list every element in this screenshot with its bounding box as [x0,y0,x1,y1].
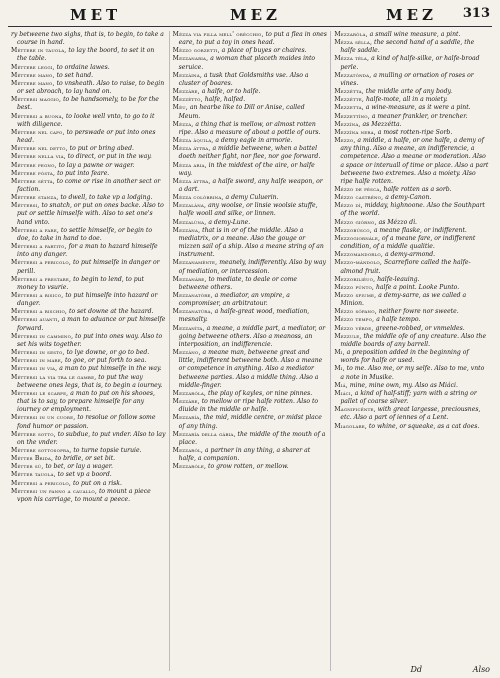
definition: a kind of half-stiff; yarn with a string or pallet of coarse silver. [340,389,477,406]
headword: Mi, [334,349,345,357]
dictionary-entry [334,349,489,365]
headword: Méttere sotto, [11,430,56,438]
headword: Mezzalána, [172,202,207,210]
dictionary-entry [334,88,489,96]
definition: to put the way betweene ones legs, that is, to begin a iourney. [17,373,163,389]
headword: Méttere pósta, [11,169,56,177]
definition: to whine, or squeake, as a cat does. [368,422,480,430]
dictionary-entry [173,178,328,194]
definition: a demy-Canon. [385,194,432,202]
definition: a mulling or ornation of roses or vines. [340,71,474,87]
headword: Méttere nel detto, [11,145,68,153]
dictionary-entry [334,333,489,349]
definition: to bet, or lay a wager. [45,463,113,471]
headword: Mezzína nera, [334,128,376,136]
headword: Mézza, [172,120,194,128]
dictionary-entry [11,202,166,226]
dictionary-entry [11,333,166,349]
definition: that is in or of the middle. Also a mediatrix, or a meane. Also the gouge or mizzen sail of a ship. Also a meane string of an instrument. [178,226,324,259]
definition: to turne topsie turuie. [73,446,142,454]
headword: Mezzaróle, [172,463,207,471]
definition: to vnsheath. Also to raise, to begin or set abroach, to lay hand on. [17,79,165,96]
page-footer [8,664,492,674]
dictionary-entry [11,96,166,112]
dictionary-entry [334,292,489,308]
definition: greene-robbed, or vnmeldes. [375,324,465,332]
definition: to bridle, or set bit. [55,455,116,463]
dictionary-entry [173,104,328,120]
dictionary-entry [334,365,489,381]
definition: a thing that is mellow, or almost rotten ripe. Also a measure of about a pottle of ours. [178,120,321,136]
definition: to set hand. [56,71,94,79]
page-number: 313 [462,6,490,21]
dictionary-entry [11,455,166,463]
headword: Mezzaróla, [172,389,207,397]
dictionary-entry [334,251,489,259]
definition: a middle betweene, when a battel doeth neither fight, nor flee, nor goe forward. [178,145,321,161]
definition: to mount a piece vpon his carriage, to mount a peece. [17,487,151,503]
definition: Scarrefiore called the halfe-almond fruit. [340,259,471,275]
headword: Mezzalúna, [172,218,207,226]
definition: a halfe sword, any halfe weapon, or a dart. [178,177,323,193]
dictionary-entry [173,276,328,292]
definition: a meane man, betweene great and little, indifferent betweene both. Also a meane or competence in anything. Also a mediator betweene parties. Also a middle thing. Also a middle-finger. [178,349,323,389]
dictionary-entry [334,39,489,55]
dictionary-entry [173,121,328,137]
headword: Mezzína, [334,120,361,128]
definition: a most rotten-ripe Sorb. [377,128,453,136]
headword: Mézza áttra, [172,177,211,185]
dictionary-entry [334,194,489,202]
dictionary-entry [334,186,489,194]
headword: Méttere sétta, [11,177,55,185]
headword: Méttere nella via, [11,153,66,161]
dictionary-entry [173,194,328,202]
dictionary-entry [173,398,328,414]
headword: Méttere in tauola, [11,47,67,55]
headword: Méttersi in cammino, [11,332,74,340]
dictionary-entry [173,88,328,96]
headword: Mezzétto, [172,96,203,104]
dictionary-entry [11,390,166,414]
definition: any woolse, or linsie woolsie stuffe, halfe wooll and silke, or linnen. [178,202,318,218]
definition: to lay a pawne or wager. [58,161,135,169]
definition: a demy Culuerin. [225,194,279,202]
definition: to put into feare. [57,169,110,177]
dictionary-entry [11,349,166,357]
headword: Mézza sélla, [334,39,373,47]
dictionary-entry [173,145,328,161]
definition: as Mezzétta. [362,120,402,128]
definition: a man to put himselfe in the way. [59,365,162,373]
headword: Mezzaról, [172,446,203,454]
headword: Méttere nel capo, [11,128,65,136]
headword: Mezzanatóre, [172,292,213,299]
column-1 [8,31,170,671]
headword: Mézza áttra, [172,145,211,153]
headword: Méttersi maggio, [11,96,62,104]
definition: a kind of halfe-silke, or halfe-broad perle. [340,55,480,71]
headword: Mezzaróla, [334,31,368,38]
definition: a meane, a middle part, a mediator, or going betweene others. Also a meanoss, an interposition, an indifferencie. [178,324,326,348]
dictionary-entry [11,170,166,178]
headword: Mezzáina, [172,71,202,79]
dictionary-entry [173,47,328,55]
dictionary-entry [334,382,489,390]
definition: halfe-leauing. [377,275,420,283]
dictionary-entry [11,153,166,161]
definition: to come or rise in another sect or faction. [17,177,161,193]
dictionary-entry [11,31,166,47]
dictionary-entry [334,55,489,71]
headword: Mezzobúsco, [334,226,372,234]
headword: Méttersi in mare, [11,357,64,365]
dictionary-entry [334,219,489,227]
dictionary-entry [173,137,328,145]
headword: Méttersi a buona, [11,112,64,120]
headword: Mezzétta, [334,88,364,96]
columns [8,31,492,671]
definition: the middle arte of any body. [365,88,453,96]
dictionary-entry [11,129,166,145]
dictionary-entry [334,390,489,406]
headword: Méttere sottosopra, [11,446,72,454]
catchword: Also [472,665,490,674]
headword: Mezzétte, [334,96,365,104]
dictionary-entry [11,488,166,504]
definition: to set downe at the hazard. [69,308,154,316]
headword: Mézzo giórno, [334,218,377,226]
headword: Mezzaría della gábia, [172,430,236,438]
headword: Mézza àquila, [172,137,214,145]
headword: Mezzanaménte, [172,259,218,267]
header-right-word: MEZ [386,6,437,24]
definition: a wine-measure, as it were a pint. [365,104,471,112]
definition: the middle of the mouth of a place. [178,430,326,446]
dictionary-entry [11,374,166,390]
headword: Méttersi a partito, [11,243,67,251]
definition: midday, highnoone. Also the Southpart of the world. [340,202,485,218]
signature-mark: Dd [410,665,422,674]
headword: Mezzo-mándolo, [334,259,383,267]
headword: Mezzo sfiume, [334,292,377,299]
dictionary-entry [173,349,328,390]
headword: Mézzo dì, [334,202,363,210]
definition: a place of buyes or chaires. [221,47,307,55]
dictionary-entry [11,80,166,96]
dictionary-entry [173,31,328,47]
headword: Méttere stanza, [11,194,59,202]
definition: halfe a point. Looke Punto. [376,283,460,291]
dictionary-entry [11,414,166,430]
dictionary-entry [11,480,166,488]
dictionary-entry [11,365,166,373]
definition: to grow rotten, or mellow. [208,463,289,471]
dictionary-entry [173,162,328,178]
definition: a mediator, an vmpire, a compromiser, an arbitratour. [178,292,290,308]
definition: as Mézzo dì. [378,218,417,226]
dictionary-entry [334,202,489,218]
dictionary-entry [334,259,489,275]
dictionary-entry [11,72,166,80]
headword: Mezzetta, [334,104,364,112]
dictionary-entry [173,96,328,104]
headword: Mezzogiornále, [334,234,381,242]
dictionary-entry [173,308,328,324]
definition: to lay the boord, to set it on the table. [17,47,155,63]
header-middle-word: MEZ [230,6,281,24]
headword: Méttersi le scarpe, [11,389,69,397]
headword: Métter Brida, [11,455,54,463]
definition: the mid, middle centre, or midst place of any thing. [178,414,322,430]
headword: Méttere leggi, [11,63,55,71]
definition: to goe, or put forth to sea. [64,357,147,365]
headword: Mézzo castréno, [334,194,384,202]
dictionary-entry [334,121,489,129]
definition: a meane flaske, or indifferent. [373,226,467,234]
column-2 [170,31,332,671]
definition: halfe, halfed. [204,96,246,104]
dictionary-entry [11,259,166,275]
dictionary-entry [334,31,489,39]
definition: a demy eagle in armorie. [215,137,293,145]
dictionary-entry [334,308,489,316]
definition: a preposition added in the beginning of words for halfe or used. [340,349,469,365]
dictionary-entry [11,431,166,447]
definition: a demy-sarre, as we called a Minion. [340,292,467,308]
definition: to mediate, to deale or come betweene others. [178,275,298,291]
headword: Magnificênte, [334,406,376,414]
dictionary-entry [334,137,489,186]
definition: meanely, indifferently. Also by way of mediation, or intercession. [178,259,326,275]
definition: mine, mine own, my. Also as Miáci. [349,381,458,389]
headword: Mezzáno, [172,349,201,357]
definition: with great largesse, preciousnes, etc. Also a part of iennes of a Lent. [340,406,481,422]
dictionary-entry [173,292,328,308]
dictionary-entry [11,178,166,194]
dictionary-entry [11,227,166,243]
dictionary-entry [334,129,489,137]
definition: a demy-armond. [384,251,436,259]
dictionary-entry [11,162,166,170]
dictionary-entry [11,243,166,259]
definition: a meaner frankler, or trencher. [371,112,468,120]
headword: Miá, [334,381,348,389]
dictionary-entry [334,276,489,284]
headword: Méttere pegno, [11,161,57,169]
dictionary-entry [173,390,328,398]
definition: to put into ones way. Also to set his wits together. [17,332,163,348]
definition: a halfe, or to halfe. [201,88,261,96]
definition: ry betweene two sighs, that is, to begin, to take a course in hand. [11,31,164,47]
headword: Mezzáre, [172,88,200,96]
dictionary-entry [11,308,166,316]
headword: Méttersi a pericolo, [11,259,71,267]
definition: to set vp a boord. [57,471,112,479]
dictionary-entry [11,471,166,479]
dictionary-entry [173,414,328,430]
definition: to ordaine lawes. [56,63,110,71]
definition: to subdue, to put vnder. Also to lay on the vnder. [17,430,166,446]
definition: neither fowre nor sweete. [378,308,459,316]
dictionary-entry [173,325,328,349]
headword: Métter tauola, [11,471,56,479]
definition: to lye downe, or go to bed. [66,349,150,357]
header-left-word: MET [70,6,122,24]
dictionary-entry [173,259,328,275]
definition: to resolue or follow some fond humor or passion. [17,414,156,430]
headword: Mezzo, [334,137,356,145]
definition: halfe-mote, all in a moiety. [366,96,448,104]
definition: to put himselfe into hazard or danger. [17,292,158,308]
definition: to me. Also me, or my selfe. Also to me, vnto a note in Musike. [340,365,485,381]
headword: Mézzo gorzetti, [172,47,220,55]
headword: Mezzettíno, [334,112,370,120]
definition: to be handsomely, to be for the best. [17,96,159,112]
headword: Méttere mano, [11,71,55,79]
definition: to snatch, or put on ones backe. Also to put or settle himselfe with. Also to set one's hand vnto. [17,202,164,226]
definition: to direct, or put in the way. [67,153,152,161]
headword: Mi, [334,365,345,373]
definition: a man to aduance or put himselfe forward. [17,316,166,332]
headword: Méttersi in sesto, [11,349,65,357]
definition: to put himselfe in danger or perill. [17,259,160,275]
definition: to dwell, to take vp a lodging. [60,194,153,202]
dictionary-entry [334,316,489,324]
dictionary-entry [173,227,328,260]
definition: to begin to lend, to put money to vsurie. [17,275,145,291]
dictionary-entry [334,96,489,104]
dictionary-entry [11,276,166,292]
dictionary-entry [11,463,166,471]
definition: a partner in any thing, a sharer at halfe, a companion. [178,446,311,463]
headword: Mézzo tempo, [334,316,375,324]
headword: Mezzáre, [172,398,200,406]
headword: Mézzo sópano, [334,308,377,316]
definition: halfe rotten as a sorb. [383,185,452,193]
dictionary-entry [11,47,166,63]
headword: Méttersi in via, [11,365,58,373]
headword: Méttersi a fare, [11,226,59,234]
definition: of a meane fare, or indifferent condition, of a middle qualitie. [340,234,476,251]
definition: to mellow or ripe halfe rotten. Also to diuide in the middle or halfe. [178,398,319,414]
dictionary-entry [11,447,166,455]
dictionary-entry [334,227,489,235]
dictionary-entry [334,104,489,112]
headword: Miáci, [334,389,353,397]
definition: for a man to hazard himselfe into any danger. [17,243,158,259]
headword: Mézzo púnto, [334,283,375,291]
running-header [8,4,492,27]
definition: the play of kayles, or nine pinnes. [208,389,313,397]
headword: Méttersi auanti, [11,316,60,324]
dictionary-entry [11,64,166,72]
headword: Mézzo vérde, [334,324,374,332]
dictionary-entry [334,325,489,333]
definition: to perswade or put into ones head. [17,128,156,145]
headword: Mézza via pilla mell' orécchio, [172,31,264,38]
dictionary-entry [11,113,166,129]
headword: Méttersi la via tra le gambe, [11,373,97,381]
dictionary-entry [11,357,166,365]
headword: Mézza colóbrina, [172,194,224,202]
headword: Mezzanáre, [172,275,207,283]
dictionary-entry [173,72,328,88]
headword: Mézza aria, [172,161,207,169]
headword: Méttersi a prestare, [11,275,72,283]
dictionary-entry [11,316,166,332]
dictionary-entry [334,235,489,251]
definition: a halfe-great wood, mediation, mesnalty. [178,308,310,324]
headword: Méttersi in un cuore, [11,414,76,422]
headword: Mezzaría, [172,414,202,422]
definition: a halfe tempo. [376,316,421,324]
headword: Méu, [172,104,188,112]
headword: Mezzaníta, [172,324,205,332]
definition: to settle himselfe, or begin to doe, to take in hand to doe. [17,226,153,242]
dictionary-entry [334,406,489,422]
definition: a demy-Lune. [208,218,251,226]
headword: Mezzanatúra, [172,308,213,316]
dictionary-entry [173,55,328,71]
definition: a middle, a halfe, or one halfe, a demy of any thing. Also a meane, an indifferencie, a competence. Also a meane or moderation. Also a space or interuall of time or place. Also a part betweene two extremes. Also a moiety. Also ripe halfe rotten. [340,137,489,185]
definition: the middle ofe of any creature. Also the middle boards of any barrell. [340,332,487,348]
dictionary-entry [11,292,166,308]
definition: a tusk that Goldsmiths vse. Also a cluster of boares. [178,71,309,87]
definition: to put a flea in ones eare, to put a toy in ones head. [178,31,327,47]
headword: Méttersi un panno a cauallo, [11,487,98,495]
dictionary-entry [173,219,328,227]
definition: a small wine measure, a pint. [369,31,461,38]
headword: Mézzo de pésca, [334,185,382,193]
definition: the second hand of a saddle, the halfe saddle. [340,39,475,55]
definition: to looke well vnto, to go to it with diligence. [17,112,155,128]
headword: Mezzorilièuo, [334,275,376,283]
headword: Mézza téla, [334,55,370,63]
headword: Méttersi a pericolo, [11,479,71,487]
headword: Mezzatónda, [334,71,372,79]
dictionary-entry [173,463,328,471]
headword: Méttersi a rischio, [11,308,68,316]
definition: a woman that placeth maides into seruice. [178,55,316,71]
headword: Méttersi a risico, [11,292,64,299]
dictionary-entry [334,284,489,292]
column-3 [331,31,492,671]
definition: a man to put on his shooes, that is to say, to prepare himselfe for any iourney or employment. [17,389,155,414]
headword: Mezzule, [334,332,362,340]
headword: Mezzanaria, [172,55,209,63]
dictionary-entry [173,202,328,218]
headword: Miagolare, [334,422,367,430]
headword: Mezzána, [172,226,201,234]
definition: to put on a risk. [72,479,122,487]
definition: in the middest of the aire, or halfe way. [178,161,315,177]
dictionary-entry [334,113,489,121]
headword: Méttersi, [11,202,40,210]
definition: to put or bring abed. [69,145,134,153]
dictionary-entry [173,431,328,447]
headword: Métter sù, [11,463,44,471]
dictionary-entry [334,423,489,431]
headword: Mezzomandorlo, [334,251,383,259]
definition: an hearbe like to Dill or Anise, called Meum. [178,104,305,120]
headword: Méttere mano, [11,79,55,87]
dictionary-entry [334,72,489,88]
dictionary-entry [11,194,166,202]
dictionary-entry [11,145,166,153]
dictionary-entry [173,447,328,463]
